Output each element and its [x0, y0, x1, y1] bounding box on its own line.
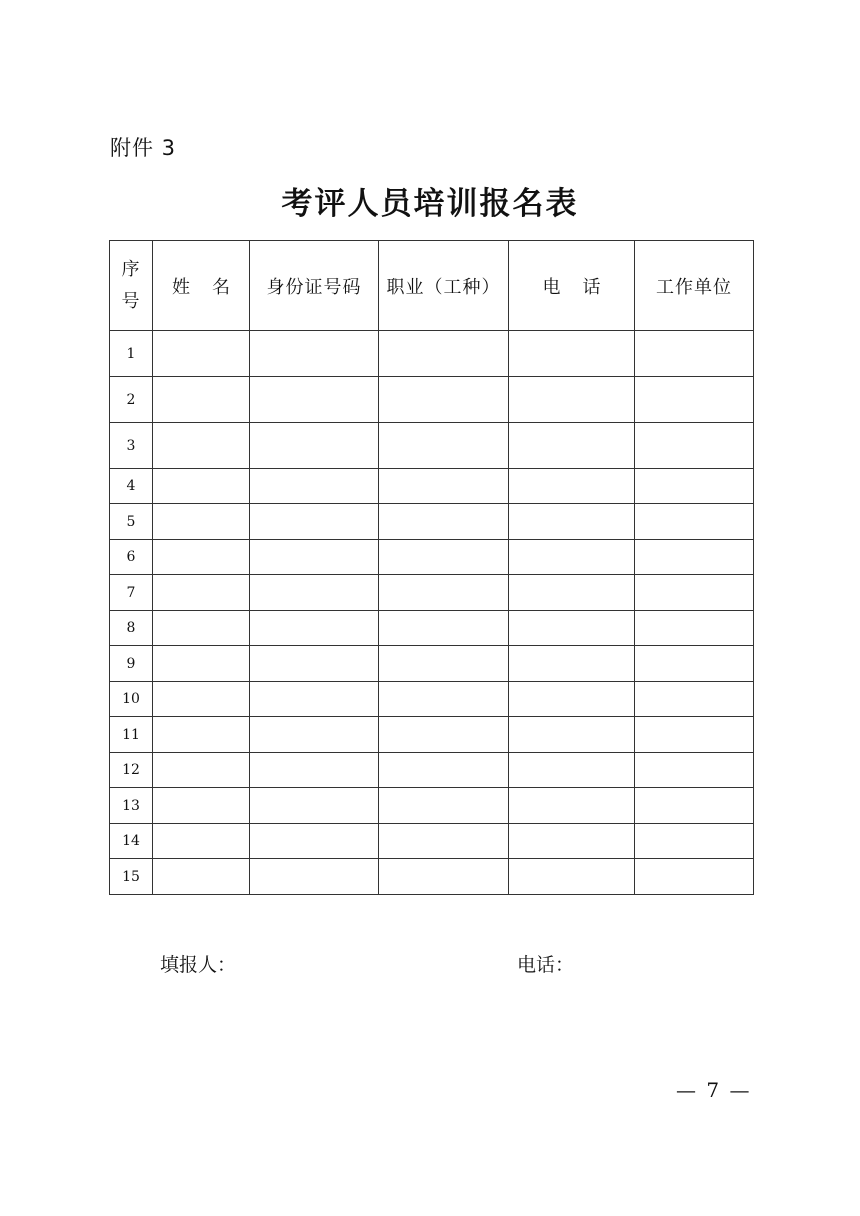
occupation-cell[interactable]: [379, 423, 509, 469]
id-number-cell[interactable]: [250, 423, 379, 469]
phone-cell[interactable]: [509, 469, 635, 504]
name-cell[interactable]: [153, 682, 250, 717]
table-row: [110, 646, 754, 682]
phone-cell[interactable]: [509, 753, 635, 788]
employer-cell[interactable]: [635, 331, 754, 377]
name-cell[interactable]: [153, 753, 250, 788]
occupation-cell[interactable]: [379, 788, 509, 824]
table-row: [110, 611, 754, 646]
header-id-number: 身份证号码: [250, 241, 379, 331]
id-number-cell[interactable]: [250, 575, 379, 611]
name-cell[interactable]: [153, 504, 250, 540]
phone-cell[interactable]: [509, 331, 635, 377]
phone-cell[interactable]: [509, 611, 635, 646]
table-row: [110, 717, 754, 753]
occupation-cell[interactable]: [379, 611, 509, 646]
row-number: 1: [110, 331, 153, 377]
phone-cell[interactable]: [509, 377, 635, 423]
id-number-cell[interactable]: [250, 753, 379, 788]
table-row: [110, 575, 754, 611]
employer-cell[interactable]: [635, 504, 754, 540]
employer-cell[interactable]: [635, 540, 754, 575]
phone-cell[interactable]: [509, 788, 635, 824]
row-number: 4: [110, 469, 153, 504]
employer-cell[interactable]: [635, 611, 754, 646]
table-row: [110, 682, 754, 717]
table-row: [110, 377, 754, 423]
employer-cell[interactable]: [635, 824, 754, 859]
name-cell[interactable]: [153, 646, 250, 682]
name-cell[interactable]: [153, 575, 250, 611]
row-number: 8: [110, 611, 153, 646]
id-number-cell[interactable]: [250, 331, 379, 377]
registration-table: [109, 240, 754, 895]
id-number-cell[interactable]: [250, 717, 379, 753]
name-cell[interactable]: [153, 611, 250, 646]
employer-cell[interactable]: [635, 788, 754, 824]
row-number: 15: [110, 859, 153, 895]
name-cell[interactable]: [153, 859, 250, 895]
attachment-label: 附件 3: [110, 136, 177, 160]
occupation-cell[interactable]: [379, 824, 509, 859]
occupation-cell[interactable]: [379, 646, 509, 682]
form-title: 考评人员培训报名表: [281, 186, 579, 222]
phone-cell[interactable]: [509, 646, 635, 682]
header-phone-label: 电话: [542, 276, 623, 298]
id-number-cell[interactable]: [250, 469, 379, 504]
phone-label: 电话：: [517, 954, 575, 976]
header-seq-bottom: 号: [121, 290, 141, 312]
table-row: [110, 824, 754, 859]
header-name-label: 姓名: [172, 276, 252, 298]
phone-cell[interactable]: [509, 717, 635, 753]
reporter-label: 填报人：: [160, 954, 237, 976]
employer-cell[interactable]: [635, 469, 754, 504]
name-cell[interactable]: [153, 469, 250, 504]
phone-cell[interactable]: [509, 423, 635, 469]
row-number: 2: [110, 377, 153, 423]
row-number: 14: [110, 824, 153, 859]
occupation-cell[interactable]: [379, 717, 509, 753]
row-number: 3: [110, 423, 153, 469]
header-employer: 工作单位: [635, 241, 754, 331]
table-row: [110, 504, 754, 540]
row-number: 11: [110, 717, 153, 753]
table-row: [110, 331, 754, 377]
table-row: [110, 540, 754, 575]
occupation-cell[interactable]: [379, 682, 509, 717]
row-number: 13: [110, 788, 153, 824]
header-seq: [110, 241, 153, 331]
id-number-cell[interactable]: [250, 859, 379, 895]
row-number: 6: [110, 540, 153, 575]
occupation-cell[interactable]: [379, 753, 509, 788]
name-cell[interactable]: [153, 423, 250, 469]
employer-cell[interactable]: [635, 753, 754, 788]
id-number-cell[interactable]: [250, 824, 379, 859]
header-name: [153, 241, 250, 331]
row-number: 5: [110, 504, 153, 540]
employer-cell[interactable]: [635, 682, 754, 717]
occupation-cell[interactable]: [379, 540, 509, 575]
table-row: [110, 788, 754, 824]
phone-cell[interactable]: [509, 682, 635, 717]
name-cell[interactable]: [153, 331, 250, 377]
name-cell[interactable]: [153, 377, 250, 423]
table-row: [110, 859, 754, 895]
phone-cell[interactable]: [509, 575, 635, 611]
id-number-cell[interactable]: [250, 377, 379, 423]
occupation-cell[interactable]: [379, 469, 509, 504]
id-number-cell[interactable]: [250, 682, 379, 717]
row-number: 12: [110, 753, 153, 788]
occupation-cell[interactable]: [379, 859, 509, 895]
header-seq-top: 序: [121, 259, 141, 280]
employer-cell[interactable]: [635, 717, 754, 753]
row-number: 10: [110, 682, 153, 717]
header-occupation: 职业（工种）: [379, 241, 509, 331]
phone-cell[interactable]: [509, 504, 635, 540]
header-row: [110, 241, 754, 331]
table-row: [110, 469, 754, 504]
employer-cell[interactable]: [635, 859, 754, 895]
employer-cell[interactable]: [635, 575, 754, 611]
row-number: 9: [110, 646, 153, 682]
table-row: [110, 753, 754, 788]
phone-cell[interactable]: [509, 540, 635, 575]
name-cell[interactable]: [153, 540, 250, 575]
id-number-cell[interactable]: [250, 646, 379, 682]
occupation-cell[interactable]: [379, 331, 509, 377]
name-cell[interactable]: [153, 824, 250, 859]
phone-cell[interactable]: [509, 824, 635, 859]
id-number-cell[interactable]: [250, 540, 379, 575]
table-row: [110, 423, 754, 469]
phone-cell[interactable]: [509, 859, 635, 895]
id-number-cell[interactable]: [250, 504, 379, 540]
employer-cell[interactable]: [635, 646, 754, 682]
name-cell[interactable]: [153, 788, 250, 824]
row-number: 7: [110, 575, 153, 611]
employer-cell[interactable]: [635, 377, 754, 423]
id-number-cell[interactable]: [250, 788, 379, 824]
occupation-cell[interactable]: [379, 504, 509, 540]
name-cell[interactable]: [153, 717, 250, 753]
id-number-cell[interactable]: [250, 611, 379, 646]
page-number: — 7 —: [676, 1078, 752, 1102]
occupation-cell[interactable]: [379, 377, 509, 423]
occupation-cell[interactable]: [379, 575, 509, 611]
employer-cell[interactable]: [635, 423, 754, 469]
header-phone: [509, 241, 635, 331]
